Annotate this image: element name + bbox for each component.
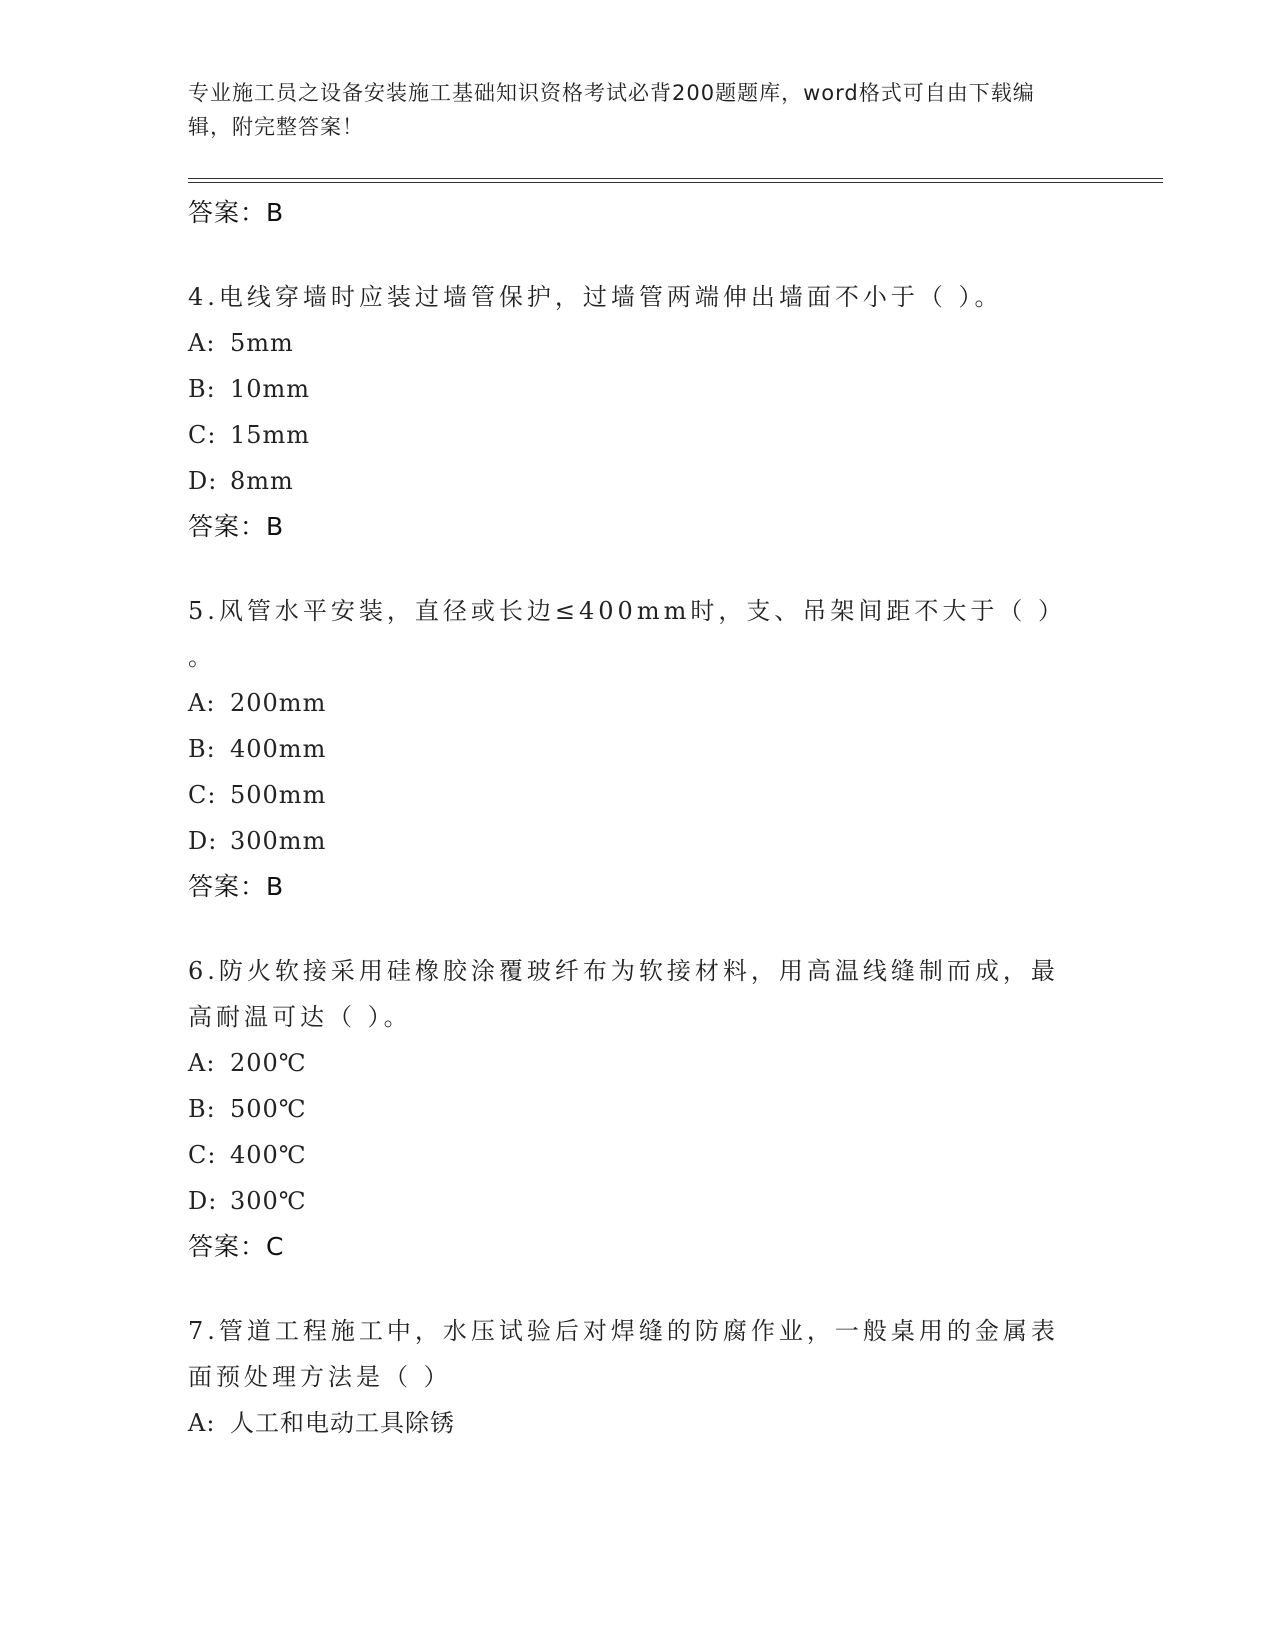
question-item: [188, 1308, 1068, 1446]
option-b: B: 10mm: [188, 375, 311, 403]
option-b: B: 400mm: [188, 735, 327, 763]
question-text: 4.电线穿墙时应装过墙管保护，过墙管两端伸出墙面不小于（ ）。: [188, 283, 1003, 311]
option-a: A: 200℃: [188, 1049, 307, 1077]
option-d: D: 8mm: [188, 467, 294, 495]
document-title: 专业施工员之设备安装施工基础知识资格考试必背200题题库，word格式可自由下载编辑，附完整答案！: [188, 81, 1035, 139]
question-text: 6.防火软接采用硅橡胶涂覆玻纤布为软接材料，用高温线缝制而成，最高耐温可达（ ）。: [188, 957, 1059, 1031]
option-c: C: 400℃: [188, 1141, 307, 1169]
option-d: D: 300℃: [188, 1187, 307, 1215]
document-body: [188, 190, 1068, 1446]
option-a: A: 200mm: [188, 689, 327, 717]
question-item: [188, 588, 1068, 910]
answer-line: 答案：B: [188, 198, 285, 227]
option-d: D: 300mm: [188, 827, 327, 855]
answer-line: 答案：B: [188, 512, 285, 541]
question-item: [188, 274, 1068, 550]
question-text: 5.风管水平安装，直径或长边≤400mm时，支、吊架间距不大于（ ） 。: [188, 597, 1066, 671]
header-divider: [188, 178, 1163, 183]
option-a: A: 人工和电动工具除锈: [188, 1409, 455, 1437]
question-text: 7.管道工程施工中，水压试验后对焊缝的防腐作业，一般桌用的金属表面预处理方法是（ ）: [188, 1317, 1059, 1391]
question-item: [188, 948, 1068, 1270]
answer-line: 答案：B: [188, 872, 285, 901]
option-b: B: 500℃: [188, 1095, 307, 1123]
option-c: C: 500mm: [188, 781, 327, 809]
page-header: [188, 76, 1068, 144]
option-c: C: 15mm: [188, 421, 311, 449]
answer-line: 答案：C: [188, 1232, 285, 1261]
option-a: A: 5mm: [188, 329, 294, 357]
